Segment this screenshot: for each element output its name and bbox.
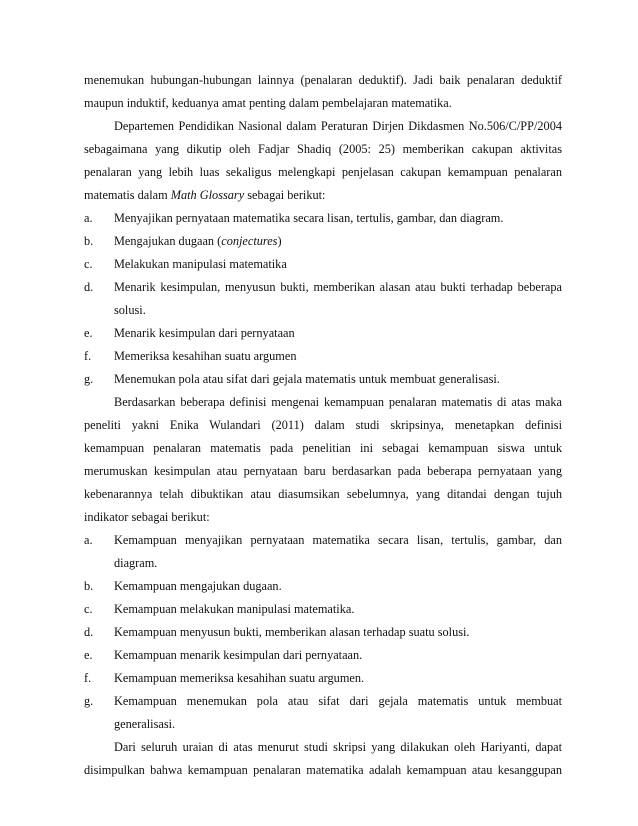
- paragraph-3-line-3: kemampuan penalaran matematis pada penelitian ini sebagai kemampuan siswa untuk: [84, 441, 562, 455]
- paragraph-3-line-6: indikator sebagai berikut:: [84, 510, 210, 524]
- list-2-item-g-continuation: generalisasi.: [114, 717, 176, 731]
- list-1-item-d-continuation: solusi.: [114, 303, 146, 317]
- list-1-item-c: c. Melakukan manipulasi matematika: [84, 257, 287, 271]
- list-1-item-b: b. Mengajukan dugaan (conjectures): [84, 234, 282, 248]
- paragraph-4-line-2: disimpulkan bahwa kemampuan penalaran matematika adalah kemampuan atau kesanggupan: [84, 763, 562, 777]
- list-2-item-d: d. Kemampuan menyusun bukti, memberikan alasan terhadap suatu solusi.: [84, 625, 470, 639]
- paragraph-3-line-4: merumuskan kesimpulan atau pernyataan baru berdasarkan pada beberapa pernyataan yang: [84, 464, 562, 478]
- paragraph-3-line-1: Berdasarkan beberapa definisi mengenai kemampuan penalaran matematis di atas maka: [114, 395, 562, 409]
- list-2-item-g: g. Kemampuan menemukan pola atau sifat dari gejala matematis untuk membuat: [84, 694, 562, 708]
- paragraph-2-line-1: Departemen Pendidikan Nasional dalam Peraturan Dirjen Dikdasmen No.506/C/PP/2004: [114, 119, 562, 133]
- paragraph-2-line-4: matematis dalam Math Glossary sebagai berikut:: [84, 188, 326, 202]
- list-2-item-c: c. Kemampuan melakukan manipulasi matematika.: [84, 602, 355, 616]
- list-2-item-f: f. Kemampuan memeriksa kesahihan suatu argumen.: [84, 671, 365, 685]
- paragraph-1-line-2: maupun induktif, keduanya amat penting dalam pembelajaran matematika.: [84, 96, 452, 110]
- paragraph-2-line-2: sebagaimana yang dikutip oleh Fadjar Shadiq (2005: 25) memberikan cakupan aktivitas: [84, 142, 562, 156]
- list-1-item-f: f. Memeriksa kesahihan suatu argumen: [84, 349, 297, 363]
- list-1-item-g: g. Menemukan pola atau sifat dari gejala matematis untuk membuat generalisasi.: [84, 372, 500, 386]
- paragraph-4-line-1: Dari seluruh uraian di atas menurut studi skripsi yang dilakukan oleh Hariyanti, dapat: [114, 740, 562, 754]
- list-1-item-a: a. Menyajikan pernyataan matematika secara lisan, tertulis, gambar, dan diagram.: [84, 211, 504, 225]
- list-2-item-e: e. Kemampuan menarik kesimpulan dari pernyataan.: [84, 648, 363, 662]
- paragraph-3-line-2: peneliti yakni Enika Wulandari (2011) dalam studi skripsinya, menetapkan definisi: [84, 418, 562, 432]
- list-1-item-e: e. Menarik kesimpulan dari pernyataan: [84, 326, 295, 340]
- math-glossary-term: Math Glossary: [170, 188, 245, 202]
- paragraph-2-line-3: penalaran yang lebih luas sekaligus melengkapi penjelasan cakupan kemampuan penalaran: [84, 165, 562, 179]
- paragraph-3-line-5: kebenarannya telah dibuktikan atau diasumsikan sebelumnya, yang ditandai dengan tujuh: [84, 487, 562, 501]
- list-2-item-a-continuation: diagram.: [114, 556, 158, 570]
- list-2-item-a: a. Kemampuan menyajikan pernyataan matematika secara lisan, tertulis, gambar, dan: [84, 533, 562, 547]
- list-1-item-d: d. Menarik kesimpulan, menyusun bukti, memberikan alasan atau bukti terhadap beberapa: [84, 280, 562, 294]
- paragraph-1-line-1: menemukan hubungan-hubungan lainnya (penalaran deduktif). Jadi baik penalaran deduktif: [84, 73, 562, 87]
- list-2-item-b: b. Kemampuan mengajukan dugaan.: [84, 579, 282, 593]
